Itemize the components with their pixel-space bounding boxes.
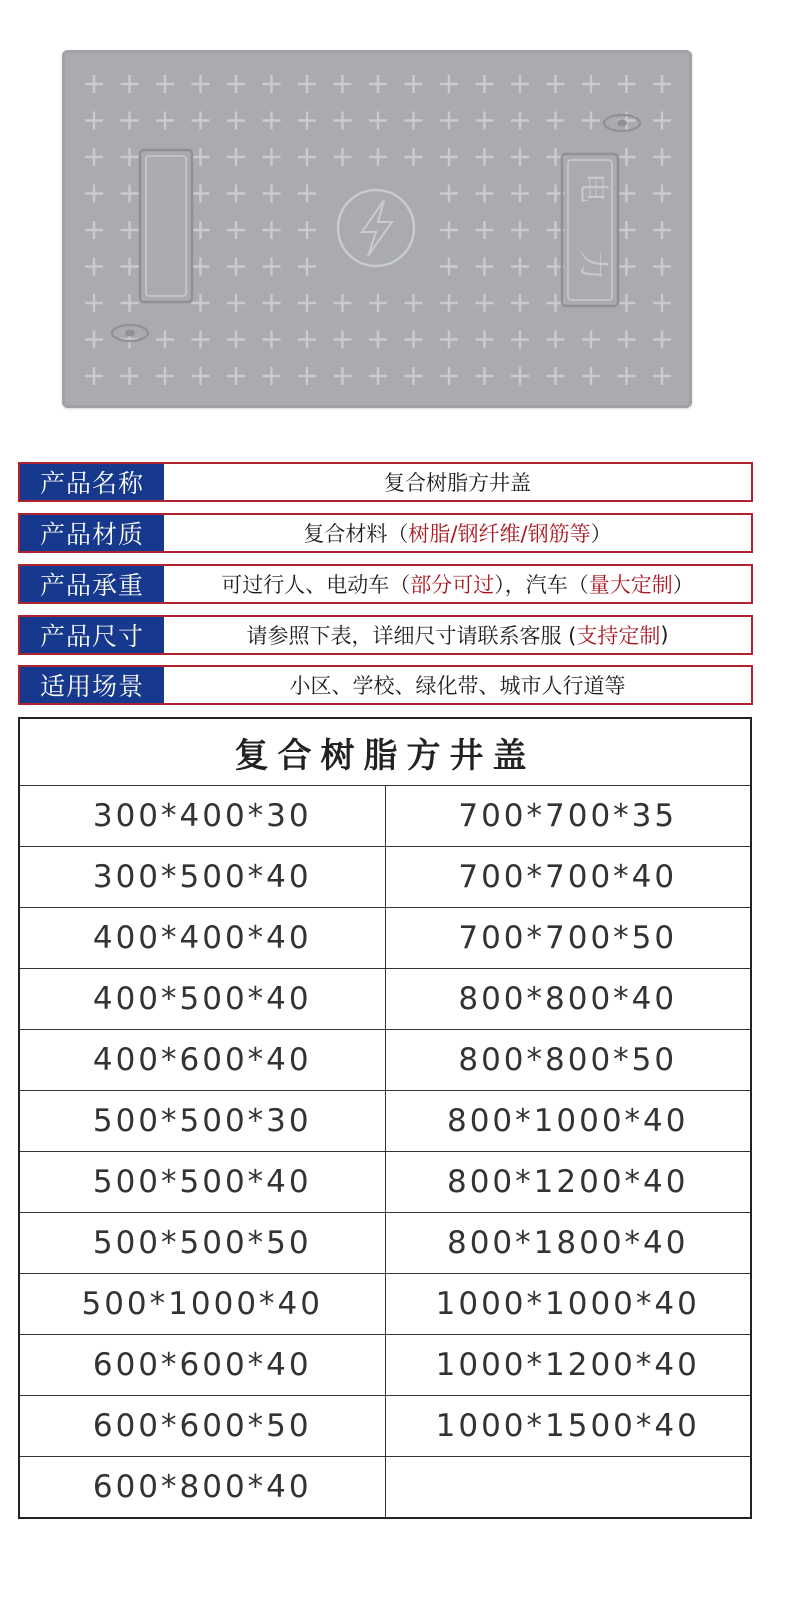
cross-mark — [85, 294, 103, 312]
cross-mark — [476, 185, 494, 203]
cross-mark — [156, 331, 174, 349]
panel-text-2: 力 — [575, 250, 610, 280]
size-table-row — [19, 1091, 751, 1152]
size-cell: 600*800*40 — [19, 1457, 385, 1519]
cross-mark — [547, 367, 565, 385]
spec-value-text: ） — [590, 522, 612, 546]
cross-mark — [334, 75, 352, 93]
cross-mark — [192, 148, 210, 166]
spec-label: 产品承重 — [20, 566, 164, 602]
size-cell: 600*600*40 — [19, 1335, 385, 1396]
cross-mark — [618, 367, 636, 385]
cross-mark — [618, 331, 636, 349]
cross-mark — [263, 331, 281, 349]
cross-mark — [476, 75, 494, 93]
cross-mark — [369, 148, 387, 166]
size-cell: 1000*1000*40 — [385, 1274, 751, 1335]
cross-mark — [227, 258, 245, 276]
spec-value-text: ) — [660, 623, 669, 647]
cross-mark — [85, 258, 103, 276]
size-cell: 400*400*40 — [19, 908, 385, 969]
cross-mark — [547, 112, 565, 130]
cross-mark — [440, 258, 458, 276]
cross-mark — [405, 75, 423, 93]
cross-mark — [85, 185, 103, 203]
cross-mark — [440, 367, 458, 385]
spec-value-text: 复合材料（ — [303, 522, 409, 546]
cross-mark — [405, 294, 423, 312]
cross-mark — [192, 294, 210, 312]
spec-row — [18, 665, 753, 705]
cross-mark — [227, 221, 245, 239]
cross-mark — [511, 221, 529, 239]
size-table-row — [19, 1030, 751, 1091]
cross-mark — [653, 112, 671, 130]
cross-mark — [547, 75, 565, 93]
size-table-row — [19, 847, 751, 908]
cross-mark — [156, 75, 174, 93]
cross-mark — [511, 294, 529, 312]
cross-mark — [263, 75, 281, 93]
cross-mark — [653, 294, 671, 312]
cross-mark — [369, 331, 387, 349]
center-emblem-ring — [338, 190, 414, 266]
cross-mark — [85, 367, 103, 385]
cross-mark — [156, 112, 174, 130]
cross-mark — [440, 148, 458, 166]
size-cell: 300*400*30 — [19, 786, 385, 847]
cross-mark — [227, 185, 245, 203]
size-cell: 700*700*40 — [385, 847, 751, 908]
lightning-icon — [362, 200, 392, 256]
cross-mark — [653, 75, 671, 93]
spec-value-text: ），汽车（ — [494, 573, 589, 597]
spec-label: 产品材质 — [20, 515, 164, 551]
spec-value-text: 复合树脂方井盖 — [384, 471, 531, 495]
spec-label: 产品尺寸 — [20, 617, 164, 653]
cross-mark — [227, 367, 245, 385]
cross-mark — [227, 294, 245, 312]
spec-row — [18, 462, 753, 502]
size-cell: 700*700*35 — [385, 786, 751, 847]
cross-mark — [85, 148, 103, 166]
cross-mark — [227, 148, 245, 166]
cross-mark — [227, 331, 245, 349]
size-cell: 800*1800*40 — [385, 1213, 751, 1274]
size-cell: 300*500*40 — [19, 847, 385, 908]
cross-mark — [618, 148, 636, 166]
spec-label: 适用场景 — [20, 667, 164, 703]
spec-value — [164, 617, 751, 653]
cross-mark — [618, 75, 636, 93]
cross-mark — [511, 112, 529, 130]
cross-mark — [618, 294, 636, 312]
spec-value — [164, 566, 751, 602]
cross-mark — [192, 221, 210, 239]
spec-value — [164, 667, 751, 703]
cross-mark — [192, 185, 210, 203]
cross-mark — [440, 75, 458, 93]
cross-mark — [121, 294, 139, 312]
cross-mark — [263, 112, 281, 130]
cross-mark — [192, 258, 210, 276]
cross-mark — [511, 185, 529, 203]
cross-mark — [618, 221, 636, 239]
size-cell: 1000*1500*40 — [385, 1396, 751, 1457]
cross-mark — [476, 367, 494, 385]
cross-mark — [298, 112, 316, 130]
size-table-row — [19, 908, 751, 969]
cross-mark — [618, 185, 636, 203]
cross-mark — [653, 331, 671, 349]
cross-mark — [405, 148, 423, 166]
cross-mark — [405, 367, 423, 385]
cross-mark — [85, 112, 103, 130]
cross-mark — [582, 331, 600, 349]
lift-hole-right-center — [617, 120, 627, 127]
cross-mark — [511, 367, 529, 385]
cross-mark — [263, 185, 281, 203]
cross-mark — [192, 75, 210, 93]
cross-mark — [440, 185, 458, 203]
cross-mark — [653, 367, 671, 385]
cross-mark — [653, 148, 671, 166]
left-slot-inner — [146, 156, 186, 296]
size-cell: 500*500*40 — [19, 1152, 385, 1213]
cross-mark — [511, 258, 529, 276]
size-cell: 500*500*50 — [19, 1213, 385, 1274]
cross-mark — [440, 112, 458, 130]
spec-value-text: 小区、学校、绿化带、城市人行道等 — [289, 674, 626, 698]
cross-mark — [440, 294, 458, 312]
size-table-row — [19, 969, 751, 1030]
cross-mark — [440, 331, 458, 349]
cross-mark — [334, 367, 352, 385]
spec-row — [18, 615, 753, 655]
cross-mark — [653, 221, 671, 239]
cross-mark — [121, 112, 139, 130]
product-photo — [0, 0, 790, 460]
cross-mark — [547, 331, 565, 349]
cross-mark — [405, 331, 423, 349]
size-table-row — [19, 1457, 751, 1519]
cross-mark — [369, 294, 387, 312]
cross-mark — [334, 148, 352, 166]
spec-value-highlight: 支持定制 — [576, 624, 661, 648]
cross-mark — [582, 112, 600, 130]
cross-mark — [476, 258, 494, 276]
size-table — [18, 717, 752, 1519]
size-cell: 800*1200*40 — [385, 1152, 751, 1213]
cross-mark — [298, 148, 316, 166]
cross-mark — [121, 75, 139, 93]
cross-mark — [298, 221, 316, 239]
size-table-row — [19, 786, 751, 847]
spec-value-highlight: 部分可过 — [410, 573, 495, 597]
size-cell: 400*600*40 — [19, 1030, 385, 1091]
cross-mark — [582, 367, 600, 385]
cross-mark — [263, 258, 281, 276]
cross-mark — [121, 148, 139, 166]
size-table-row — [19, 1274, 751, 1335]
cross-mark — [227, 112, 245, 130]
size-table-header — [19, 718, 751, 786]
cross-mark — [476, 294, 494, 312]
size-cell: 800*1000*40 — [385, 1091, 751, 1152]
cross-mark — [227, 75, 245, 93]
cross-mark — [511, 75, 529, 93]
cross-mark — [298, 331, 316, 349]
size-cell: 800*800*40 — [385, 969, 751, 1030]
spec-value — [164, 515, 751, 551]
size-table-row — [19, 1335, 751, 1396]
cross-mark — [263, 221, 281, 239]
size-table-row — [19, 1396, 751, 1457]
left-slot — [140, 150, 192, 302]
cross-mark — [192, 331, 210, 349]
cross-mark — [582, 75, 600, 93]
spec-value-highlight: 树脂/钢纤维/钢筋等 — [408, 522, 591, 546]
cross-mark — [369, 112, 387, 130]
cross-mark — [476, 148, 494, 166]
cross-mark — [440, 221, 458, 239]
cross-mark — [653, 185, 671, 203]
size-cell: 1000*1200*40 — [385, 1335, 751, 1396]
spec-label: 产品名称 — [20, 464, 164, 500]
cross-mark — [121, 367, 139, 385]
cross-mark — [369, 75, 387, 93]
cross-mark — [476, 331, 494, 349]
cross-mark — [121, 185, 139, 203]
cross-mark — [298, 294, 316, 312]
lift-hole-left-center — [125, 330, 135, 337]
size-cell: 700*700*50 — [385, 908, 751, 969]
well-cover-pattern — [62, 50, 692, 408]
size-table-title: 复合树脂方井盖 — [19, 718, 751, 786]
cross-mark — [85, 221, 103, 239]
cross-mark — [263, 367, 281, 385]
cross-mark — [476, 112, 494, 130]
spec-row — [18, 564, 753, 604]
well-cover-image — [62, 50, 692, 408]
cross-mark — [85, 75, 103, 93]
cross-mark — [121, 221, 139, 239]
spec-value-text: ） — [672, 573, 694, 597]
size-cell: 400*500*40 — [19, 969, 385, 1030]
size-cell: 800*800*50 — [385, 1030, 751, 1091]
cross-mark — [511, 331, 529, 349]
cross-mark — [85, 331, 103, 349]
cross-mark — [156, 367, 174, 385]
size-table-row — [19, 1213, 751, 1274]
cross-mark — [192, 367, 210, 385]
spec-row — [18, 513, 753, 553]
cross-mark — [298, 185, 316, 203]
size-cell: 500*1000*40 — [19, 1274, 385, 1335]
cross-mark — [653, 258, 671, 276]
panel-text-1: 电 — [575, 173, 610, 203]
spec-value-text: 请参照下表，详细尺寸请联系客服 ( — [246, 624, 577, 648]
spec-value-text: 可过行人、电动车（ — [221, 573, 411, 597]
cross-mark — [298, 75, 316, 93]
cross-mark — [369, 367, 387, 385]
cross-mark — [334, 294, 352, 312]
cross-mark — [263, 294, 281, 312]
size-table-row — [19, 1152, 751, 1213]
cross-mark — [334, 112, 352, 130]
cross-mark — [476, 221, 494, 239]
size-cell — [385, 1457, 751, 1519]
cross-mark — [405, 112, 423, 130]
spec-value-highlight: 量大定制 — [588, 573, 673, 597]
cross-mark — [121, 258, 139, 276]
cross-mark — [263, 148, 281, 166]
cross-mark — [298, 367, 316, 385]
cross-mark — [618, 258, 636, 276]
cross-mark — [511, 148, 529, 166]
cross-mark — [334, 331, 352, 349]
cross-mark — [192, 112, 210, 130]
size-cell: 500*500*30 — [19, 1091, 385, 1152]
size-cell: 600*600*50 — [19, 1396, 385, 1457]
cross-mark — [298, 258, 316, 276]
spec-value — [164, 464, 751, 500]
